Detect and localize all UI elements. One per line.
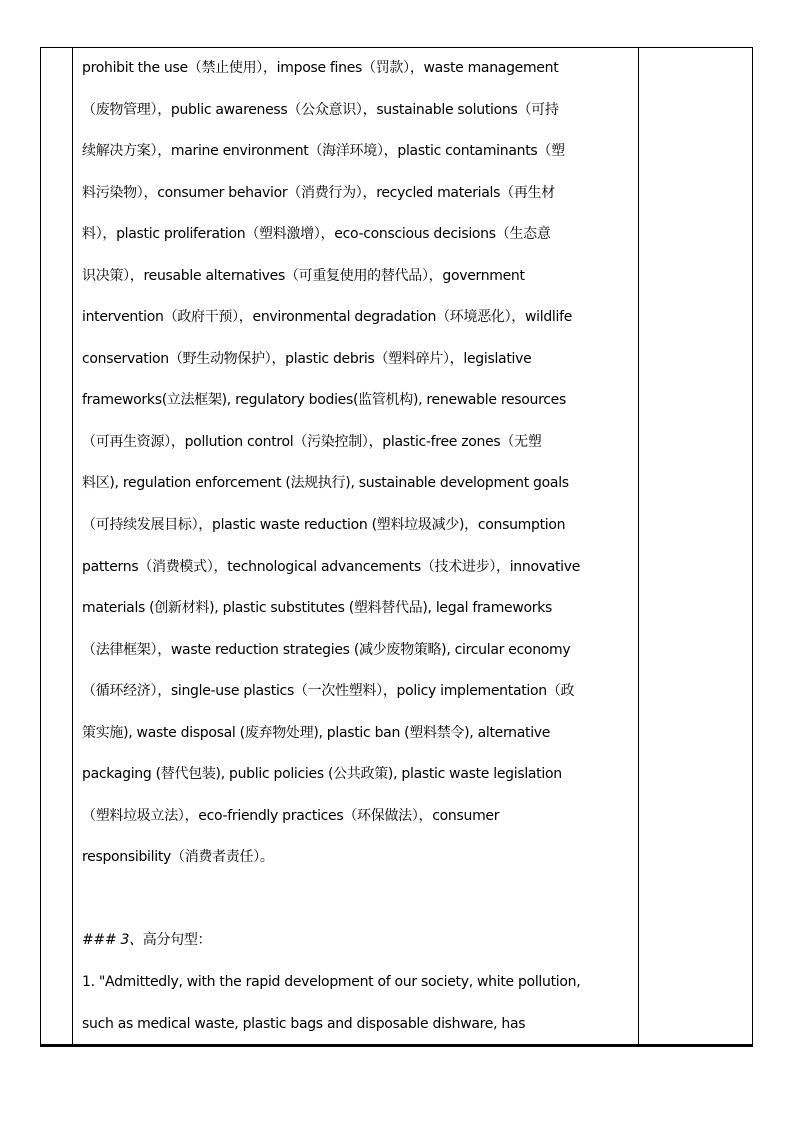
vocab-line: 料），plastic proliferation（塑料激增），eco-conscious decisions（生态意 [82,226,551,243]
vocab-line: materials (创新材料), plastic substitutes (塑料替代品), legal frameworks [82,600,553,617]
table-cell-content [73,48,639,1044]
vocab-line: 续解决方案），marine environment（海洋环境），plastic contaminants（塑 [82,143,565,160]
vocabulary-paragraph [82,48,630,879]
vocab-line: 策实施), waste disposal (废弃物处理), plastic ban (塑料禁令), alternative [82,724,551,741]
table-cell-left-margin [41,48,73,1044]
vocab-line: 料污染物），consumer behavior（消费行为），recycled materials（再生材 [82,184,555,201]
table-cell-right [639,48,752,1044]
vocab-line: （塑料垃圾立法），eco-friendly practices（环保做法），consumer [82,807,500,824]
vocab-line: （废物管理），public awareness（公众意识），sustainable solutions（可持 [82,101,559,118]
vocab-line: intervention（政府干预），environmental degradation（环境恶化），wildlife [82,309,573,326]
vocab-line: patterns（消费模式），technological advancements（技术进步），innovative [82,558,581,575]
sentence-paragraph [82,962,630,1045]
vocab-line: （法律框架），waste reduction strategies (减少废物策略), circular economy [82,641,571,658]
blank-line [82,879,630,921]
heading-marker: ### 3、 [82,932,143,949]
vocab-line: 识决策），reusable alternatives（可重复使用的替代品），government [82,267,525,284]
vocab-line: （循环经济），single-use plastics（一次性塑料），policy implementation（政 [82,683,575,700]
vocab-line: packaging (替代包装), public policies (公共政策), plastic waste legislation [82,766,562,783]
sentence-line: such as medical waste, plastic bags and disposable dishware, has [82,1015,526,1032]
vocab-line: frameworks(立法框架), regulatory bodies(监管机构), renewable resources [82,392,566,409]
vocab-line: conservation（野生动物保护），plastic debris（塑料碎片），legislative [82,350,532,367]
vocab-line: 料区), regulation enforcement (法规执行), sustainable development goals [82,475,569,492]
section-heading [82,920,630,962]
vocab-line: （可持续发展目标），plastic waste reduction (塑料垃圾减少)，consumption [82,517,566,534]
vocab-table [40,47,753,1047]
vocab-line: （可再生资源），pollution control（污染控制），plastic-free zones（无塑 [82,433,542,450]
sentence-line: 1. "Admittedly, with the rapid development of our society, white pollution, [82,974,581,991]
vocab-line: responsibility（消费者责任）。 [82,849,274,866]
heading-title: 高分句型： [142,932,212,949]
vocab-line: prohibit the use（禁止使用），impose fines（罚款），waste management [82,60,559,76]
